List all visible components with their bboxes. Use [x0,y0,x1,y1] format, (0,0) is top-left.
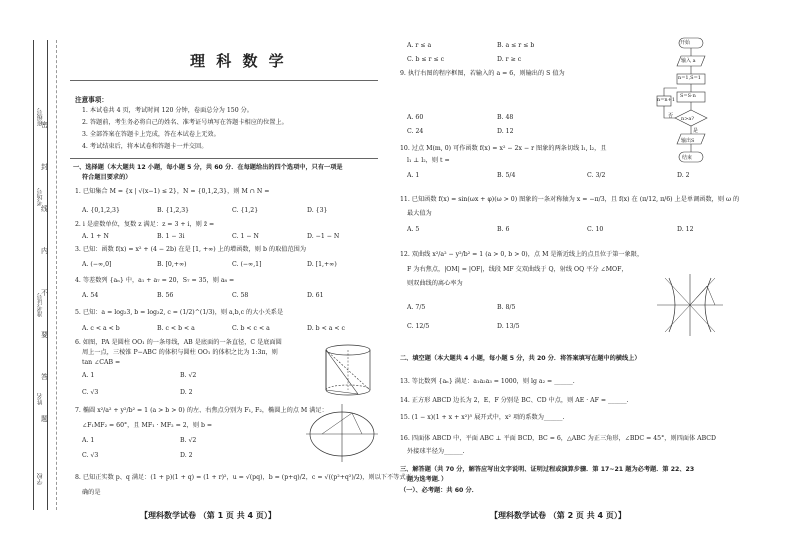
title: 理 科 数 学 [190,52,287,70]
q7-stem: 7. 椭圆 x²/a² + y²/b² = 1 (a > b > 0) 的左、右焦点分别为 F₁, F₂，椭圆上的点 M 满足： [75,407,328,414]
q16: 16. 四面体 ABCD 中，平面 ABC ⊥ 平面 BCD，BC = 6，△ABC 为正三角形，∠BDC = 45°，则四面体 ABCD [400,435,716,442]
q9-stem: 9. 执行右图的程序框图，若输入的 a = 6，则输出的 S 值为 [400,70,565,77]
q16-cont: 外接球半径为______. [407,448,465,455]
q1-stem: 1. 已知集合 M = {x | √(x−1) ≤ 2}，N = {0,1,2,3}，则 M ∩ N = [75,188,270,195]
q6-stem-cont: 周上一点，三棱锥 P−ABC 的体积与圆柱 OO₁ 的体积之比为 1:3π，则 [82,349,278,356]
field-school: 学校 [37,473,44,485]
flow-output: 输出S [681,138,695,144]
section2-heading: 二、填空题（本大题共 4 小题，每小题 5 分，共 20 分．将答案填写在题中的横线上） [400,355,641,362]
field-exam-id: 准考证号 [37,293,44,317]
seal-char: 内 [41,247,48,255]
q10-option-b: B. 5/4 [497,172,516,179]
q12-option-a: A. 7/5 [407,304,426,311]
field-class-number: 班级号 [37,108,44,126]
q1-option-c: C. {1,2} [232,207,259,214]
q3-option-a: A. (−∞,0] [82,261,112,268]
q6-option-a: A. 1 [82,372,95,379]
flow-start: 开始 [680,40,691,46]
q6-stem-cont: tan ∠CAB = [82,359,121,366]
note-item: 4. 考试结束后，将本试卷和答题卡一并交回。 [82,143,208,150]
q11-option-b: B. 6 [497,226,510,233]
q3-option-c: C. (−∞,1] [232,261,262,268]
q12-option-d: D. 13/5 [497,323,520,330]
flow-init: n=1,S=1 [678,75,701,81]
q10-option-c: C. 3/2 [587,172,606,179]
q11-stem-cont: 最大值为 [407,210,432,217]
q12-option-b: B. 8/5 [497,304,516,311]
q7-stem-cont: ∠F₁MF₂ = 60°，且 MF₁ · MF₂ = 2，则 b = [82,422,213,429]
page2-footer: 【理科数学试卷 （第 2 页 共 4 页）】 [490,511,626,520]
q2-option-a: A. 1 + N [82,233,109,240]
q8-option-a: A. r ≤ a [407,42,432,49]
q9-option-d: D. 12 [497,128,514,135]
q3-option-d: D. [1,+∞) [307,261,337,268]
q10-stem-cont: l₁ ⊥ l₂，则 t = [407,157,450,164]
q2-option-b: B. 1 − 3i [157,233,185,240]
q6-stem: 6. 如图，PA 是圆柱 OO₁ 的一条母线，AB 是底面的一条直径，C 是底面圆 [75,339,282,346]
notes-rule [70,158,378,159]
note-item: 1. 本试卷共 4 页，考试时间 120 分钟，卷面总分为 150 分。 [82,107,253,114]
q5-stem: 5. 已知：a = log₂3, b = log₃2, c = (1/2)^(1/3)，则 a,b,c 的大小关系是 [75,309,284,316]
q3-stem: 3. 已知：函数 f(x) = x² + (4 − 2b) 在是 [1, +∞) 上的增函数，则 b 的取值范围为 [75,246,307,253]
q8-stem: 8. 已知正实数 p、q 满足：(1 + p)(1 + q) = (1 + r)²，u = √(pq)，b = (p+q)/2，c = √((p²+q²)/2)，则以下不等式正 [75,474,412,481]
flow-increment: n=n+1 [657,97,676,103]
flow-yes: 是 [693,128,699,134]
q11-option-c: C. 10 [587,226,604,233]
q11-option-d: D. 12 [677,226,694,233]
q10-stem: 10. 过点 M(m, 0) 可作函数 f(x) = x² − 2x − r 图象的两条切线 l₁, l₂，且 [400,145,607,152]
seal-char: 答 [41,373,48,381]
seal-char: 题 [41,415,48,423]
flow-no: 否 [668,113,674,119]
section1-heading: 一、选择题（本大题共 12 小题，每小题 5 分，共 60 分．在每题给出的四个选项中，只有一项是 [73,164,343,171]
q5-option-d: D. b < a < c [307,325,346,332]
q4-stem: 4. 等差数列 {aₙ} 中，a₁ + a₇ = 20，S₇ = 35，则 a₈ = [75,277,235,284]
q11-stem: 11. 已知函数 f(x) = sin(ωx + φ)(ω > 0) 图象的一条对称轴为 x = −π/3，且 f(x) 在 (π/12, π/6) 上是单调函数，则 ω 的 [400,196,740,203]
note-item: 3. 全部答案在答题卡上完成，答在本试卷上无效。 [82,131,220,138]
seal-char: 不 [41,289,48,297]
section3-heading: 三、解答题（共 70 分，解答应写出文字说明、证明过程或演算步骤．第 17~21 题为必考题．第 22、23 [400,466,695,473]
ellipse-figure [304,402,380,464]
q7-option-d: D. 2 [180,452,193,459]
q2-stem: 2. i 是虚数单位，复数 z 满足：z = 3 + i，则 z̄ = [75,221,215,228]
q5-option-b: B. c < b < a [157,325,195,332]
q4-option-c: C. 58 [232,292,249,299]
q8-stem-cont: 确的是 [82,489,101,496]
field-name: 姓名 [37,393,44,405]
flow-condition: n>a? [681,116,695,122]
page1-footer: 【理科数学试卷 （第 1 页 共 4 页）】 [140,511,276,520]
q2-option-d: D. −1 − N [307,233,340,240]
field-room-number: 考场号 [37,188,44,206]
section3-heading-cont: 题为选考题．） [407,476,448,483]
q4-option-b: B. 56 [157,292,174,299]
q7-option-c: C. √3 [82,452,99,459]
title-rule [70,80,378,81]
q12-option-c: C. 12/5 [407,323,430,330]
q7-option-b: B. √2 [180,437,197,444]
q12-stem: 12. 双曲线 x²/a² − y²/b² = 1 (a > 0, b > 0)，点 M 是渐近线上的点且位于第一象限， [400,251,644,258]
note-item: 2. 答题前，考生务必将自己的姓名、准考证号填写在答题卡相应的位置上。 [82,119,288,126]
q10-option-d: D. 2 [677,172,690,179]
q1-option-b: B. {1,2,3} [157,207,190,214]
q4-option-a: A. 54 [82,292,99,299]
notes-heading: 注意事项： [75,96,108,104]
q7-option-a: A. 1 [82,437,95,444]
q8-option-b: B. a ≤ r ≤ b [497,42,535,49]
q5-option-c: C. b < c < a [232,325,270,332]
strip-inner-border [33,40,48,510]
q6-option-d: D. 2 [180,389,193,396]
seal-char: 线 [41,205,48,213]
q6-option-b: B. √2 [180,372,197,379]
q10-option-a: A. 1 [407,172,420,179]
flow-input: 输入 a [681,58,696,64]
q1-option-d: D. {3} [307,207,328,214]
q9-option-c: C. 24 [407,128,424,135]
q3-option-b: B. [0,+∞) [157,261,187,268]
q13: 13. 等比数列 {aₙ} 满足：a₁a₂a₃ = 1000，则 lg a₂ = ______. [400,378,575,385]
flow-end: 结束 [682,155,693,161]
seal-char: 封 [41,163,48,171]
q4-option-d: D. 61 [307,292,324,299]
seal-char: 密 [41,121,48,129]
q12-stem-cont: F 为右焦点，|OM| = |OF|，线段 MF 交双曲线于 Q，射线 OQ 平分 ∠MOF， [407,266,628,273]
q15: 15. (1 − x)(1 + x + x²)⁵ 展开式中，x² 项的系数为______. [400,414,565,421]
seal-char: 要 [41,331,48,339]
q9-option-a: A. 60 [407,114,424,121]
q9-option-b: B. 48 [497,114,514,121]
q11-option-a: A. 5 [407,226,420,233]
q2-option-c: C. 1 − N [232,233,259,240]
section3-subheading: （一）、必考题：共 60 分． [400,487,478,494]
seal-dash-line [56,40,57,510]
cylinder-figure [318,340,378,402]
hyperbola-figure [655,272,725,338]
q6-option-c: C. √3 [82,389,99,396]
section1-heading-cont: 符合题目要求的） [82,174,132,181]
q8-option-d: D. r ≥ c [497,56,522,63]
q12-stem-cont: 则双曲线的离心率为 [407,280,463,287]
q8-option-c: C. b ≤ r ≤ c [407,56,445,63]
q5-option-a: A. c < a < b [82,325,120,332]
q14: 14. 正方形 ABCD 边长为 2，E、F 分别是 BC、CD 中点，则 AE · AF = ______. [400,397,629,404]
flow-step: S=S·n [680,93,696,99]
q1-option-a: A. {0,1,2,3} [82,207,120,214]
